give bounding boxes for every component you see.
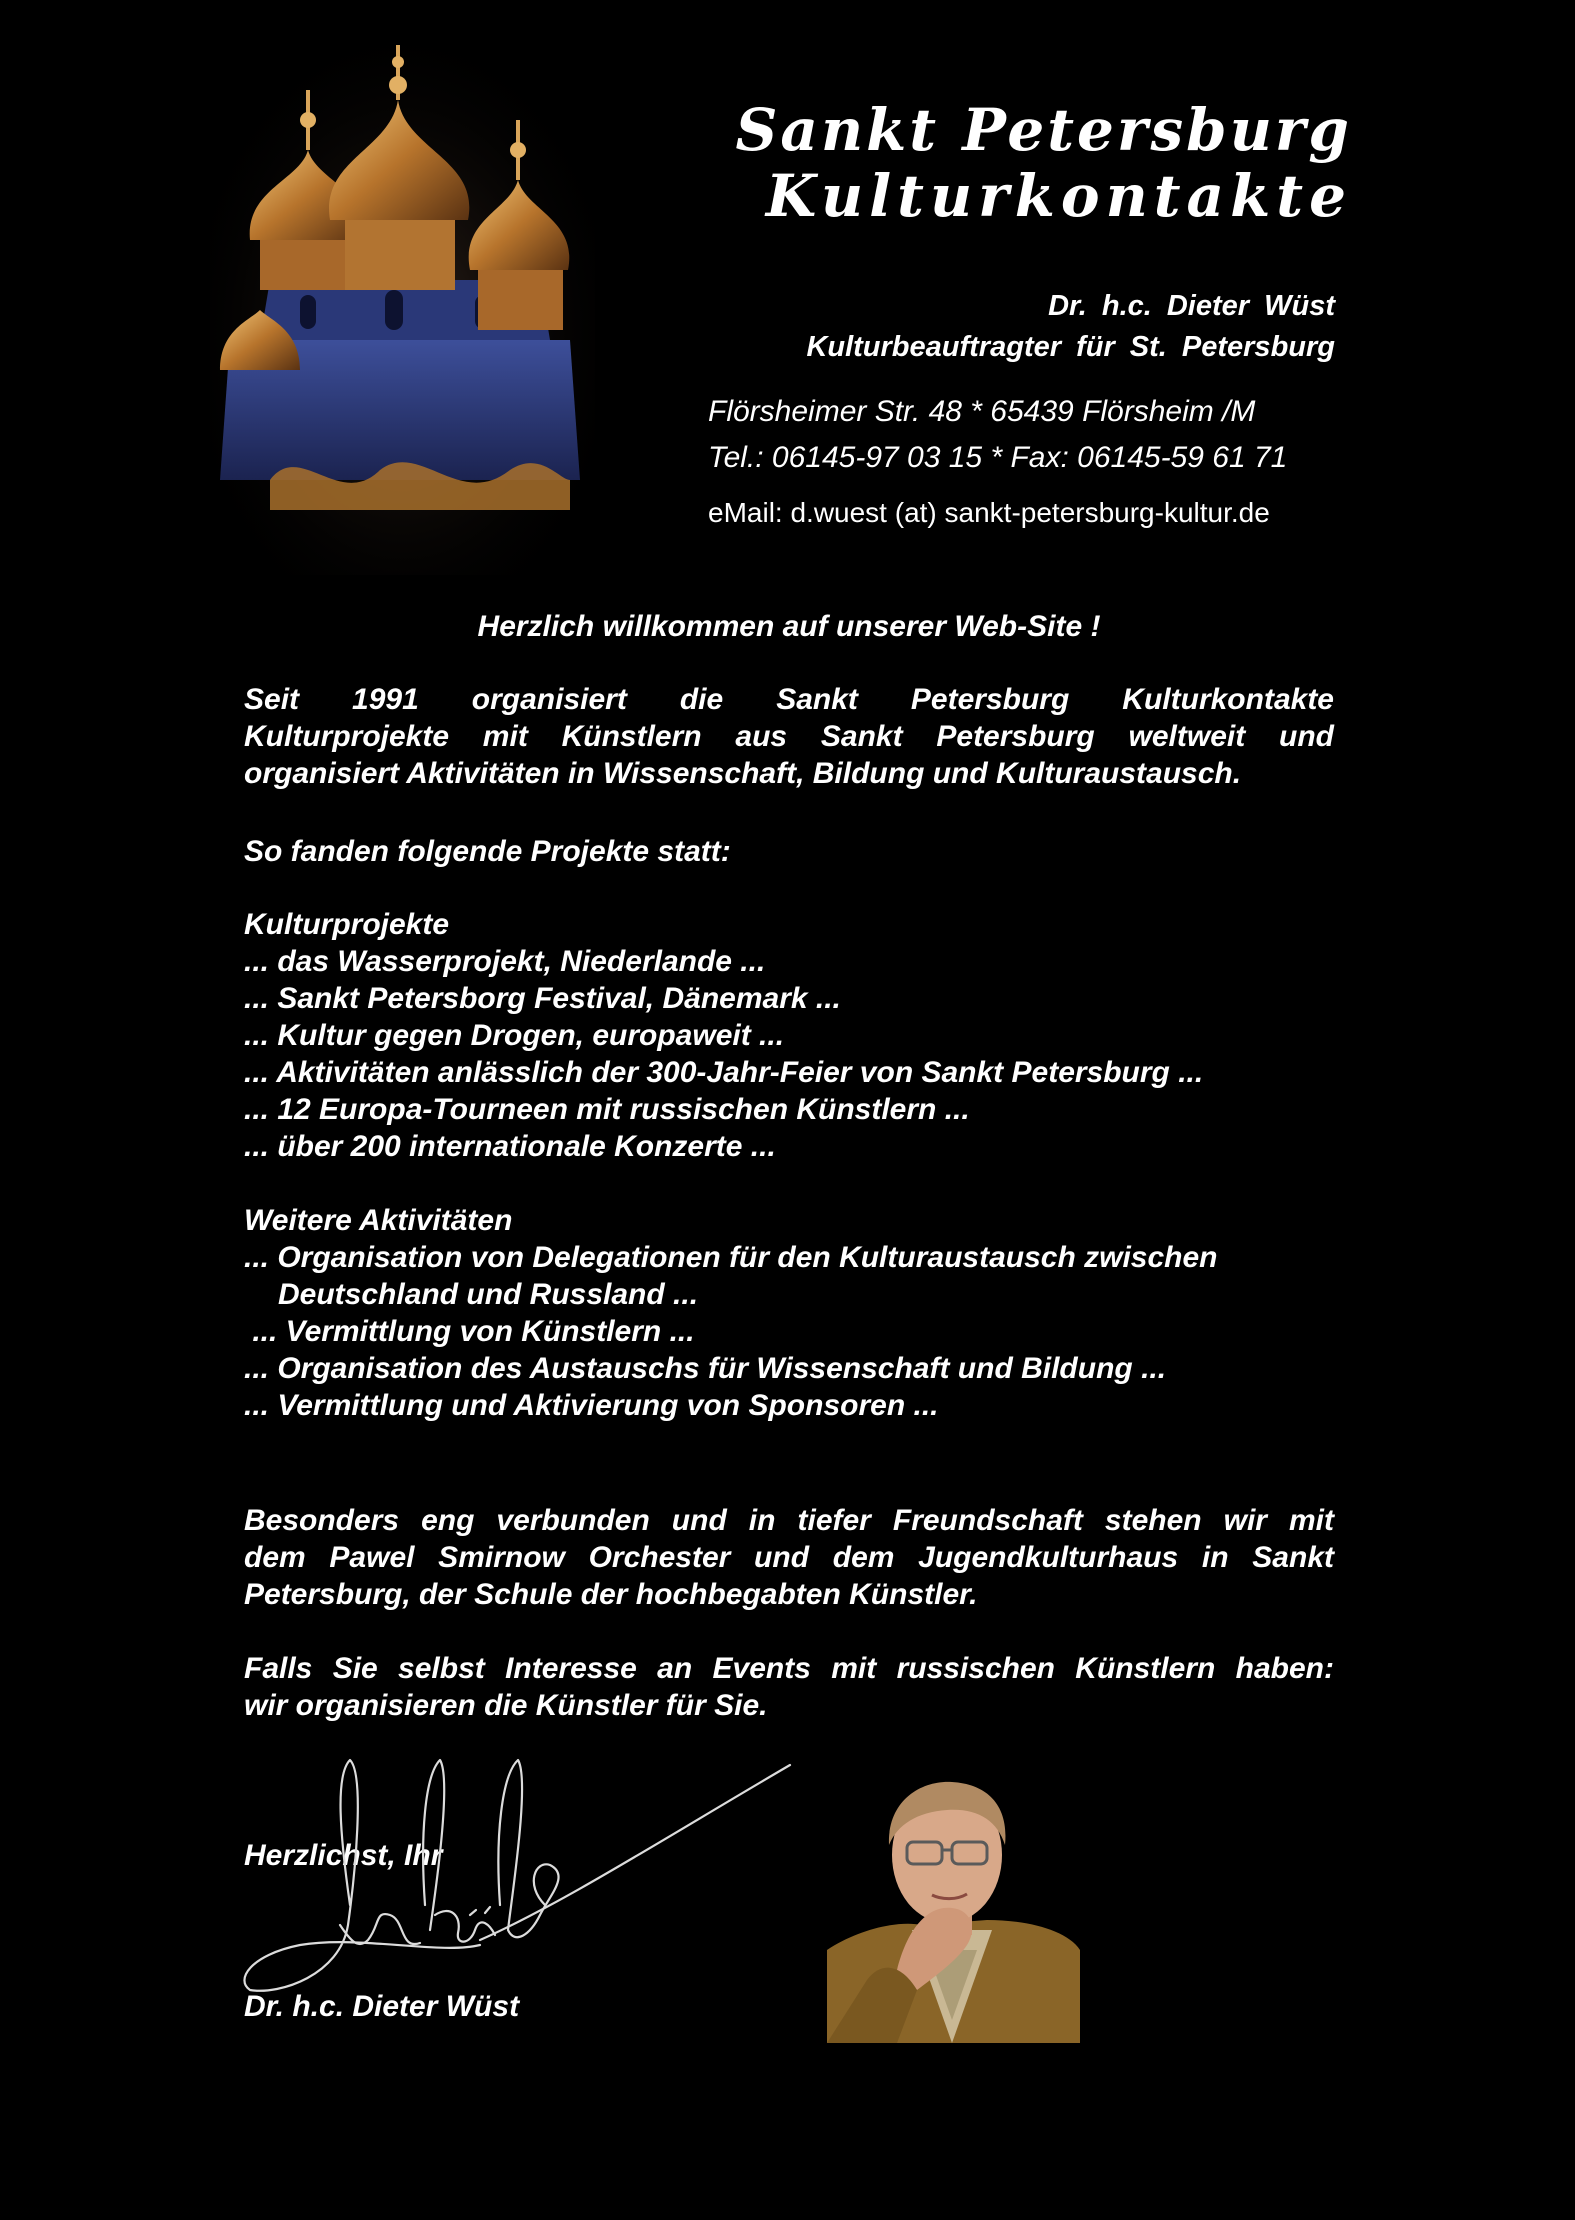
contact-phone-fax: Tel.: 06145-97 03 15 * Fax: 06145-59 61 71 bbox=[708, 441, 1288, 474]
signature-name: Dr. h.c. Dieter Wüst bbox=[244, 1990, 520, 2023]
contact-name: Dr. h.c. Dieter Wüst bbox=[1048, 290, 1335, 322]
friendship-line: Besonders eng verbunden und in tiefer Freundschaft stehen wir mit bbox=[244, 1504, 1334, 1537]
handwritten-signature bbox=[240, 1755, 800, 2020]
activity-item: ... Vermittlung von Künstlern ... bbox=[244, 1315, 695, 1348]
contact-address: Flörsheimer Str. 48 * 65439 Flörsheim /M bbox=[708, 395, 1256, 428]
closing-text: Herzlichst, Ihr bbox=[244, 1839, 443, 1872]
friendship-line: dem Pawel Smirnow Orchester und dem Jugendkulturhaus in Sankt bbox=[244, 1541, 1334, 1574]
contact-role: Kulturbeauftragter für St. Petersburg bbox=[806, 331, 1335, 363]
culture-project-item: ... 12 Europa-Tourneen mit russischen Künstlern ... bbox=[244, 1093, 970, 1126]
projects-intro: So fanden folgende Projekte statt: bbox=[244, 835, 731, 868]
intro-line: Kulturprojekte mit Künstlern aus Sankt Petersburg weltweit und bbox=[244, 720, 1334, 753]
site-title-line2: Kulturkontakte bbox=[765, 162, 1352, 230]
church-cupolas-image bbox=[210, 40, 595, 575]
site-title-line1: Sankt Petersburg bbox=[735, 96, 1352, 164]
intro-line: organisiert Aktivitäten in Wissenschaft, Bildung und Kulturaustausch. bbox=[244, 757, 1242, 790]
contact-email: eMail: d.wuest (at) sankt-petersburg-kultur.de bbox=[708, 497, 1270, 528]
activity-item: ... Vermittlung und Aktivierung von Sponsoren ... bbox=[244, 1389, 939, 1422]
activity-item: Deutschland und Russland ... bbox=[278, 1278, 699, 1311]
friendship-line: Petersburg, der Schule der hochbegabten Künstler. bbox=[244, 1578, 978, 1611]
culture-project-item: ... Kultur gegen Drogen, europaweit ... bbox=[244, 1019, 785, 1052]
portrait-photo bbox=[827, 1780, 1080, 2043]
interest-line: wir organisieren die Künstler für Sie. bbox=[244, 1689, 768, 1722]
intro-line: Seit 1991 organisiert die Sankt Petersburg Kulturkontakte bbox=[244, 683, 1334, 716]
activity-item: ... Organisation des Austauschs für Wissenschaft und Bildung ... bbox=[244, 1352, 1167, 1385]
welcome-heading: Herzlich willkommen auf unserer Web-Site ! bbox=[477, 610, 1101, 643]
culture-project-item: ... Sankt Petersborg Festival, Dänemark ... bbox=[244, 982, 841, 1015]
culture-project-item: ... das Wasserprojekt, Niederlande ... bbox=[244, 945, 766, 978]
culture-project-item: ... über 200 internationale Konzerte ... bbox=[244, 1130, 776, 1163]
interest-line: Falls Sie selbst Interesse an Events mit russischen Künstlern haben: bbox=[244, 1652, 1334, 1685]
culture-project-item: ... Aktivitäten anlässlich der 300-Jahr-Feier von Sankt Petersburg ... bbox=[244, 1056, 1204, 1089]
further-activities-heading: Weitere Aktivitäten bbox=[244, 1204, 513, 1237]
activity-item: ... Organisation von Delegationen für den Kulturaustausch zwischen bbox=[244, 1241, 1218, 1274]
culture-projects-heading: Kulturprojekte bbox=[244, 908, 450, 941]
